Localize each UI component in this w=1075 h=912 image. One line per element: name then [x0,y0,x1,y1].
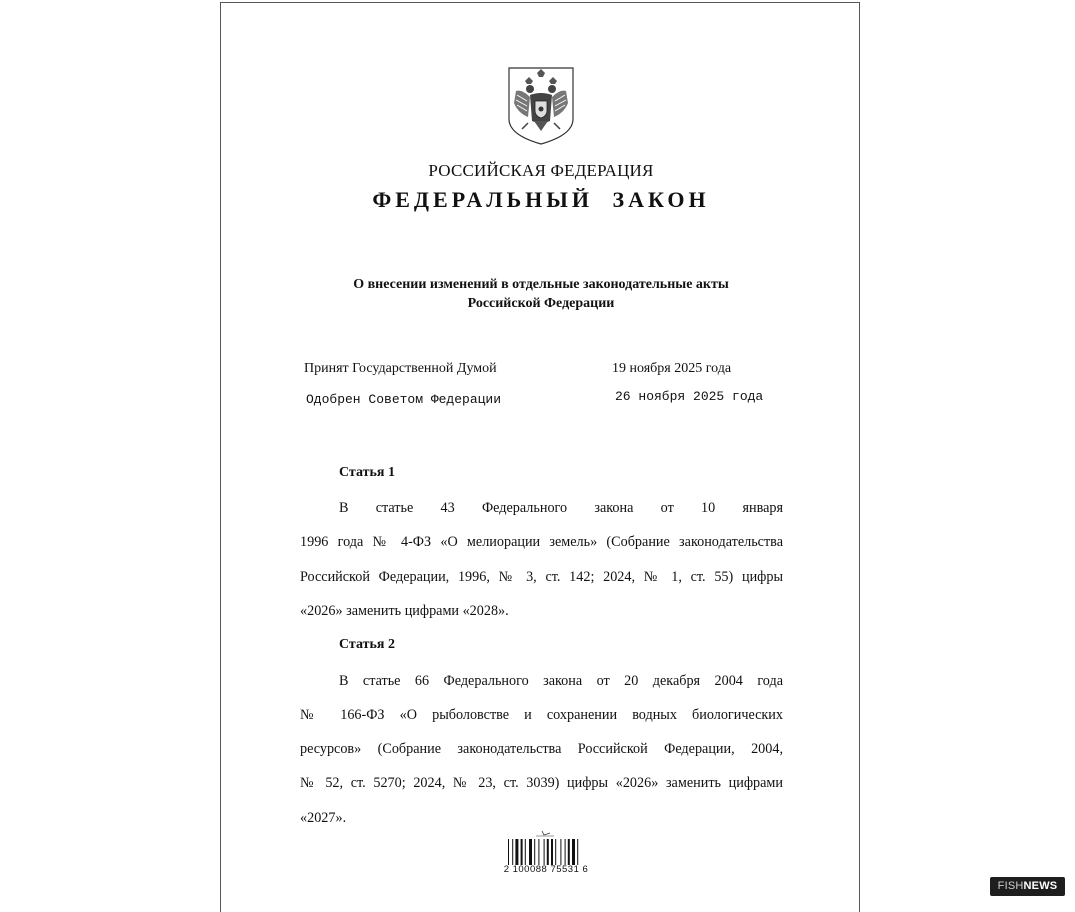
article-2-line: «2027». [300,810,347,826]
barcode-number: 2 100088 75531 6 [503,864,589,875]
approval-date: 26 ноября 2025 года [615,389,764,404]
barcode-bar [525,839,526,865]
barcode-bar [551,839,553,865]
country-heading: РОССИЙСКАЯ ФЕДЕРАЦИЯ [428,161,654,180]
law-subject-line: О внесении изменений в отдельные законодательные акты [353,277,729,292]
law-subject-line: Российской Федерации [467,296,615,311]
barcode-bar [555,839,556,865]
barcode-bar [544,839,545,865]
barcode-bar [547,839,549,865]
barcode-bar [515,839,518,865]
article-2-line: ресурсов» (Собрание законодательства Российской Федерации, 2004, [300,741,783,757]
article-1-line: 1996 года № 4-ФЗ «О мелиорации земель» (Собрание законодательства [300,534,783,550]
coat-of-arms-emblem [508,67,574,145]
barcode-bar [560,839,561,865]
barcode-bar [508,839,509,865]
article-2-title: Статья 2 [339,637,395,652]
article-2-line: № 166-ФЗ «О рыболовстве и сохранении водных биологических [300,707,783,723]
barcode-bar [572,839,575,865]
barcode-bar [568,839,570,865]
barcode-bar [538,839,539,865]
fishnews-watermark-badge: FISHNEWS [990,877,1065,896]
approval-label: Одобрен Советом Федерации [306,392,502,407]
document-page [220,2,860,912]
barcode-bar [521,839,523,865]
article-1-line: Российской Федерации, 1996, № 3, ст. 142; 2024, № 1, ст. 55) цифры [300,569,783,585]
barcode-bar [577,839,578,865]
article-1-line: В статье 43 Федерального закона от 10 января [339,500,783,516]
barcode-bar [534,839,535,865]
barcode-bar [512,839,513,865]
adoption-label: Принят Государственной Думой [304,361,497,376]
article-2-line: № 52, ст. 5270; 2024, № 23, ст. 3039) цифры «2026» заменить цифрами [300,775,783,791]
article-1-title: Статья 1 [339,465,395,480]
article-2-line: В статье 66 Федерального закона от 20 декабря 2004 года [339,673,783,689]
article-1-line: «2026» заменить цифрами «2028». [300,603,509,619]
law-subject [281,275,801,313]
barcode-bar [529,839,532,865]
barcode-bar [565,839,566,865]
document-type-heading: ФЕДЕРАЛЬНЫЙ ЗАКОН [372,187,710,212]
adoption-date: 19 ноября 2025 года [612,361,732,376]
